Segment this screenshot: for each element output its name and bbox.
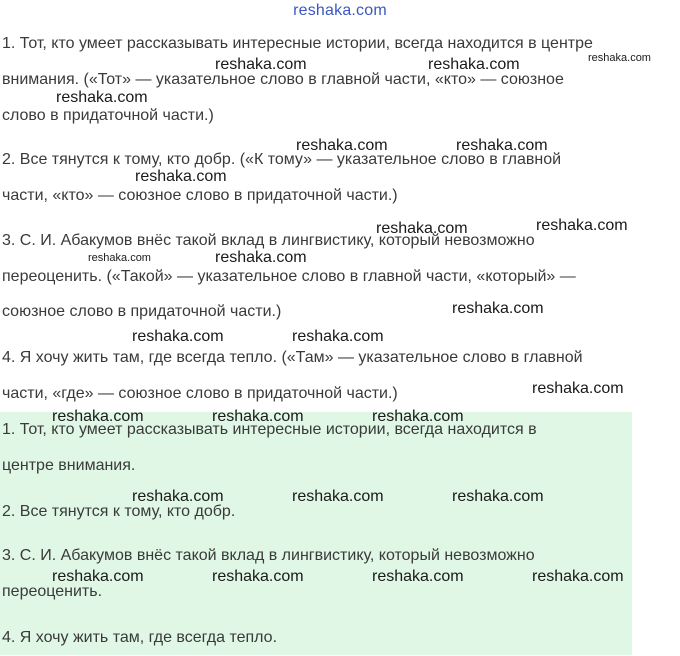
answer-line-2: центре внимания.: [2, 457, 136, 474]
sentence-2-line-1: 2. Все тянутся к тому, кто добр. («К тому» — указательное слово в главной: [2, 151, 562, 168]
watermark: reshaka.com: [52, 408, 144, 425]
watermark: reshaka.com: [292, 488, 384, 505]
sentence-3-line-3: союзное слово в придаточной части.): [2, 303, 282, 320]
sentence-4-line-1: 4. Я хочу жить там, где всегда тепло. («Там» — указательное слово в главной: [2, 349, 583, 366]
watermark: reshaka.com: [296, 137, 388, 154]
sentence-1-line-1: 1. Тот, кто умеет рассказывать интересные истории, всегда находится в центре: [2, 35, 593, 52]
watermark: reshaka.com: [536, 217, 628, 234]
watermark: reshaka.com: [452, 488, 544, 505]
watermark: reshaka.com: [212, 408, 304, 425]
answer-line-4: 3. С. И. Абакумов внёс такой вклад в лингвистику, который невозможно: [2, 547, 535, 564]
sentence-3-line-2: переоценить. («Такой» — указательное слово в главной части, «который» —: [2, 268, 576, 285]
watermark: reshaka.com: [452, 300, 544, 317]
watermark: reshaka.com: [52, 568, 144, 585]
watermark: reshaka.com: [428, 56, 520, 73]
answer-line-1: 1. Тот, кто умеет рассказывать интересные истории, всегда находится в: [2, 421, 537, 438]
watermark: reshaka.com: [88, 252, 151, 264]
watermark: reshaka.com: [56, 89, 148, 106]
watermark: reshaka.com: [132, 488, 224, 505]
site-logo[interactable]: reshaka.com: [293, 2, 387, 19]
answer-line-5: переоценить.: [2, 583, 103, 600]
sentence-1-line-2: внимания. («Тот» — указательное слово в главной части, «кто» — союзное: [2, 71, 564, 88]
watermark: reshaka.com: [376, 220, 468, 237]
watermark: reshaka.com: [588, 52, 651, 64]
sentence-2-line-2: части, «кто» — союзное слово в придаточной части.): [2, 187, 398, 204]
watermark: reshaka.com: [132, 328, 224, 345]
sentence-3-line-1: 3. С. И. Абакумов внёс такой вклад в лингвистику, который невозможно: [2, 232, 535, 249]
watermark: reshaka.com: [372, 408, 464, 425]
watermark: reshaka.com: [292, 328, 384, 345]
watermark: reshaka.com: [135, 168, 227, 185]
watermark: reshaka.com: [532, 380, 624, 397]
sentence-1-line-3: слово в придаточной части.): [2, 107, 214, 124]
watermark: reshaka.com: [215, 56, 307, 73]
sentence-4-line-2: части, «где» — союзное слово в придаточной части.): [2, 385, 398, 402]
watermark: reshaka.com: [215, 249, 307, 266]
watermark: reshaka.com: [532, 568, 624, 585]
watermark: reshaka.com: [212, 568, 304, 585]
watermark: reshaka.com: [372, 568, 464, 585]
answer-line-6: 4. Я хочу жить там, где всегда тепло.: [2, 629, 278, 646]
watermark: reshaka.com: [456, 137, 548, 154]
answer-line-3: 2. Все тянутся к тому, кто добр.: [2, 503, 236, 520]
